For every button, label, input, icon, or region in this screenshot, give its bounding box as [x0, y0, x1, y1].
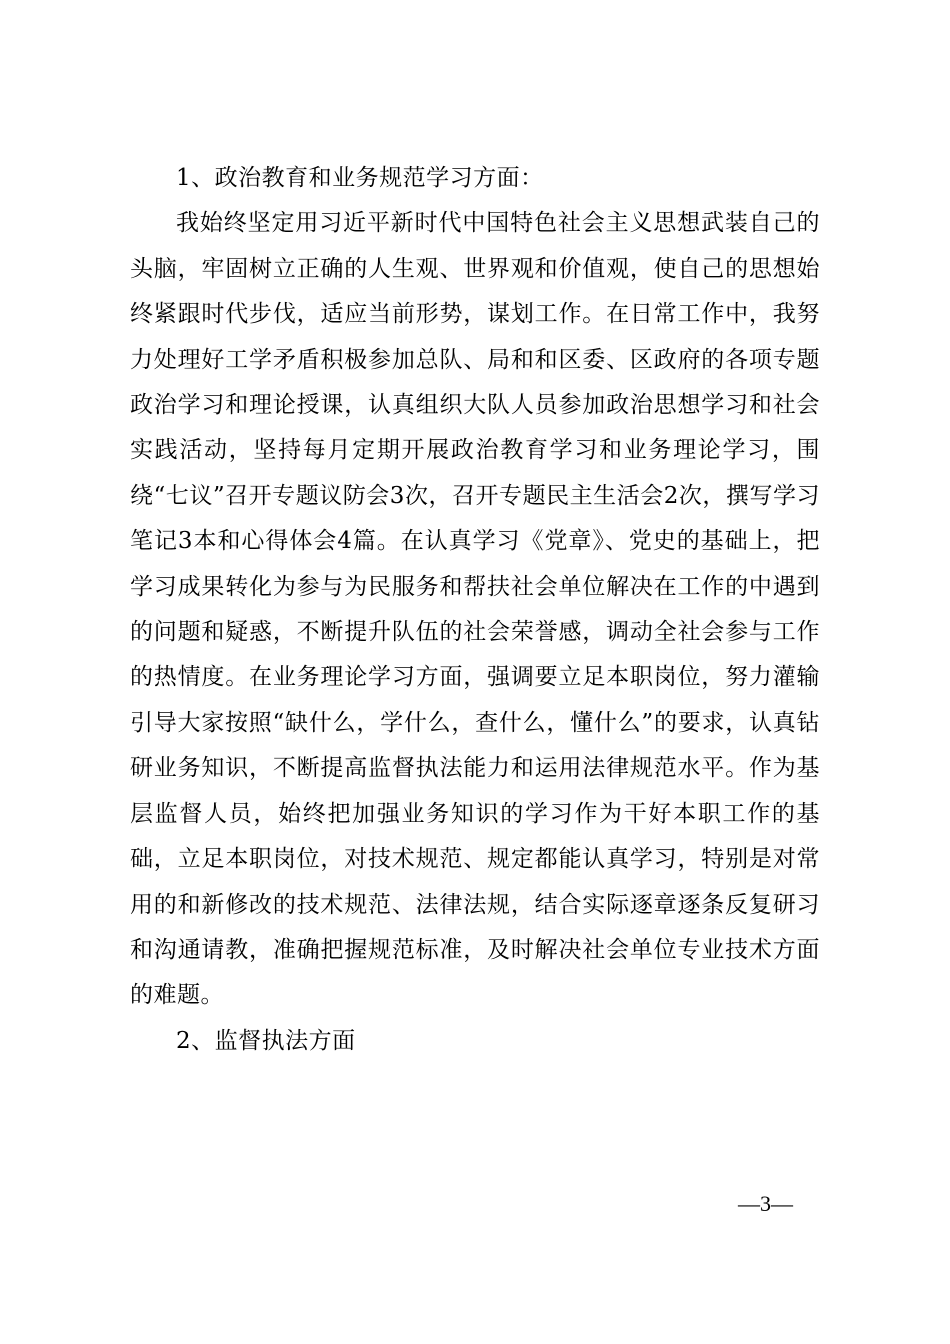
section-heading-1: 1、政治教育和业务规范学习方面：	[176, 165, 544, 191]
document-body	[130, 156, 820, 1064]
body-paragraph: 我始终坚定用习近平新时代中国特色社会主义思想武装自己的头脑，牢固树立正确的人生观、世界观和价值观，使自己的思想始终紧跟时代步伐，适应当前形势，谋划工作。在日常工作中，我努力处理好工学矛盾积极参加总队、局和和区委、区政府的各项专题政治学习和理论授课，认真组织大队人员参加政治思想学习和社会实践活动，坚持每月定期开展政治教育学习和业务理论学习，围绕“七议”召开专题议防会3次，召开专题民主生活会2次，撰写学习笔记3本和心得体会4篇。在认真学习《党章》、党史的基础上，把学习成果转化为参与为民服务和帮扶社会单位解决在工作的中遇到的问题和疑惑，不断提升队伍的社会荣誉感，调动全社会参与工作的热情度。在业务理论学习方面，强调要立足本职岗位，努力灌输引导大家按照“缺什么，学什么，查什么，懂什么”的要求，认真钻研业务知识，不断提高监督执法能力和运用法律规范水平。作为基层监督人员，始终把加强业务知识的学习作为干好本职工作的基础，立足本职岗位，对技术规范、规定都能认真学习，特别是对常用的和新修改的技术规范、法律法规，结合实际逐章逐条反复研习和沟通请教，准确把握规范标准，及时解决社会单位专业技术方面的难题。	[130, 210, 820, 1009]
section-heading-2: 2、监督执法方面	[176, 1027, 356, 1054]
page-number: —3—	[738, 1191, 793, 1216]
